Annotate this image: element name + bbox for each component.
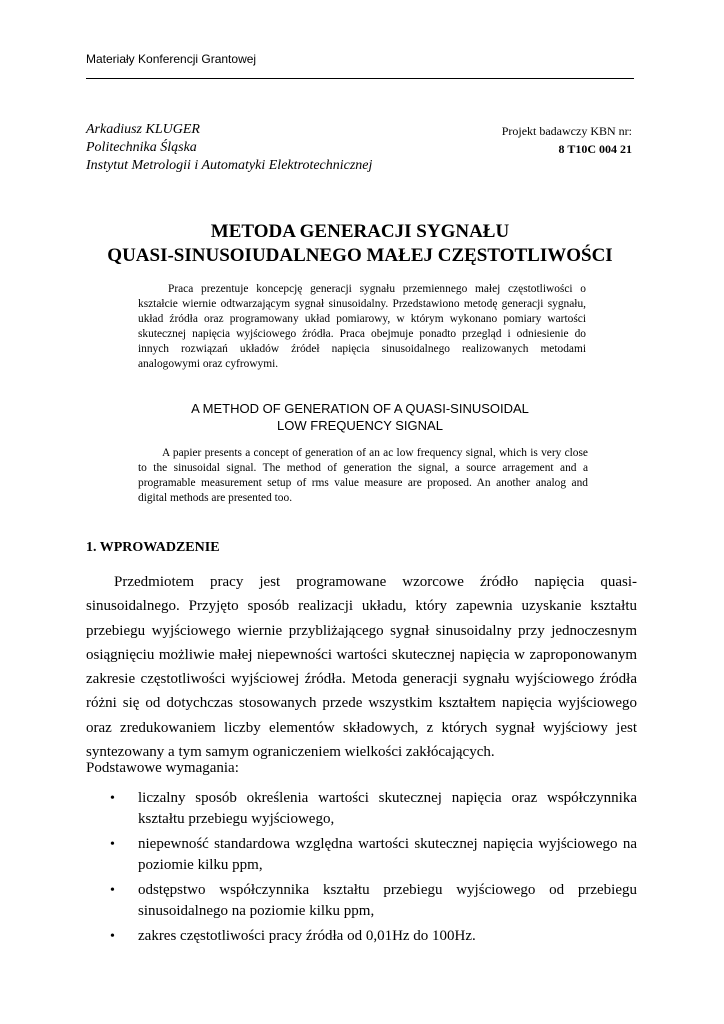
requirements-list — [110, 788, 637, 951]
running-header: Materiały Konferencji Grantowej — [86, 52, 257, 66]
section-heading: 1. WPROWADZENIE — [86, 540, 220, 555]
project-code: 8 T10C 004 21 — [558, 142, 632, 156]
requirement-text: niepewność standardowa względna wartości skutecznej napięcia wyjściowego na poziomie kilku ppm, — [138, 836, 637, 873]
author-name: Arkadiusz KLUGER — [86, 122, 200, 137]
author-block — [86, 121, 372, 175]
header-rule — [86, 78, 634, 79]
paper-title-line2: QUASI-SINUSOIUDALNEGO MAŁEJ CZĘSTOTLIWOŚCI — [107, 245, 613, 266]
requirements-intro: Podstawowe wymagania: — [86, 760, 239, 776]
abstract-english: A papier presents a concept of generation of an ac low frequency signal, which is very close to the sinusoidal signal. The method of generation the signal, a source arragement and a programable measurement setup of rms value measure are proposed. An another analog and digital methods are presented too. — [138, 447, 588, 504]
requirement-text: zakres częstotliwości pracy źródła od 0,01Hz do 100Hz. — [138, 928, 476, 944]
author-institute: Instytut Metrologii i Automatyki Elektrotechnicznej — [86, 158, 373, 173]
bullet-icon: • — [110, 837, 115, 852]
list-item — [110, 834, 637, 876]
english-title-line1: A METHOD OF GENERATION OF A QUASI-SINUSOIDAL — [191, 401, 529, 416]
requirement-text: odstępstwo współczynnika kształtu przebiegu wyjściowego od przebiegu sinusoidalnego na poziomie kilku ppm, — [138, 882, 637, 919]
english-title-line2: LOW FREQUENCY SIGNAL — [277, 418, 443, 433]
paper-title-line1: METODA GENERACJI SYGNAŁU — [210, 221, 510, 242]
list-item — [110, 880, 637, 922]
author-university: Politechnika Śląska — [86, 140, 197, 155]
bullet-icon: • — [110, 929, 115, 944]
requirement-text: liczalny sposób określenia wartości skutecznej napięcia oraz współczynnika kształtu przebiegu wyjściowego, — [138, 790, 637, 827]
bullet-icon: • — [110, 791, 115, 806]
intro-paragraph: Przedmiotem pracy jest programowane wzorcowe źródło napięcia quasi-sinusoidalnego. Przyjęto sposób realizacji układu, który zapewnia uzyskanie kształtu przebiegu wyjściowego wiernie przybliżającego sygnał sinusoidalny przy jednoczesnym osiągnięciu możliwie małej niepewności wartości skutecznej napięcia w zaproponowanym zakresie częstotliwości wyjściowej źródła. Metoda generacji sygnału wyjściowego źródła różni się od dotychczas stosowanych przede wszystkim kształtem napięcia wyjściowego oraz zredukowaniem liczby elementów składowych, z których sygnał wyjściowy jest syntezowany a tym samym ograniczeniem wielkości zakłócających. — [86, 574, 637, 761]
bullet-icon: • — [110, 883, 115, 898]
list-item — [110, 926, 637, 947]
project-label: Projekt badawczy KBN nr: — [501, 124, 632, 138]
paper-title — [86, 220, 634, 268]
english-title — [86, 400, 634, 434]
project-block — [502, 122, 632, 158]
list-item — [110, 788, 637, 830]
abstract-polish: Praca prezentuje koncepcję generacji sygnału przemiennego małej częstotliwości o kształcie wiernie odtwarzającym sygnał sinusoidalny. Przedstawiono metodę generacji sygnału, układ źródła oraz programowany układ pomiarowy, w którym wykonano pomiary wartości skutecznej napięcia wyjściowego źródła. Praca obejmuje ponadto przegląd i odniesienie do innych rozwiązań układów źródeł napięcia sinusoidalnego realizowanych metodami analogowymi oraz cyfrowymi. — [138, 283, 586, 370]
